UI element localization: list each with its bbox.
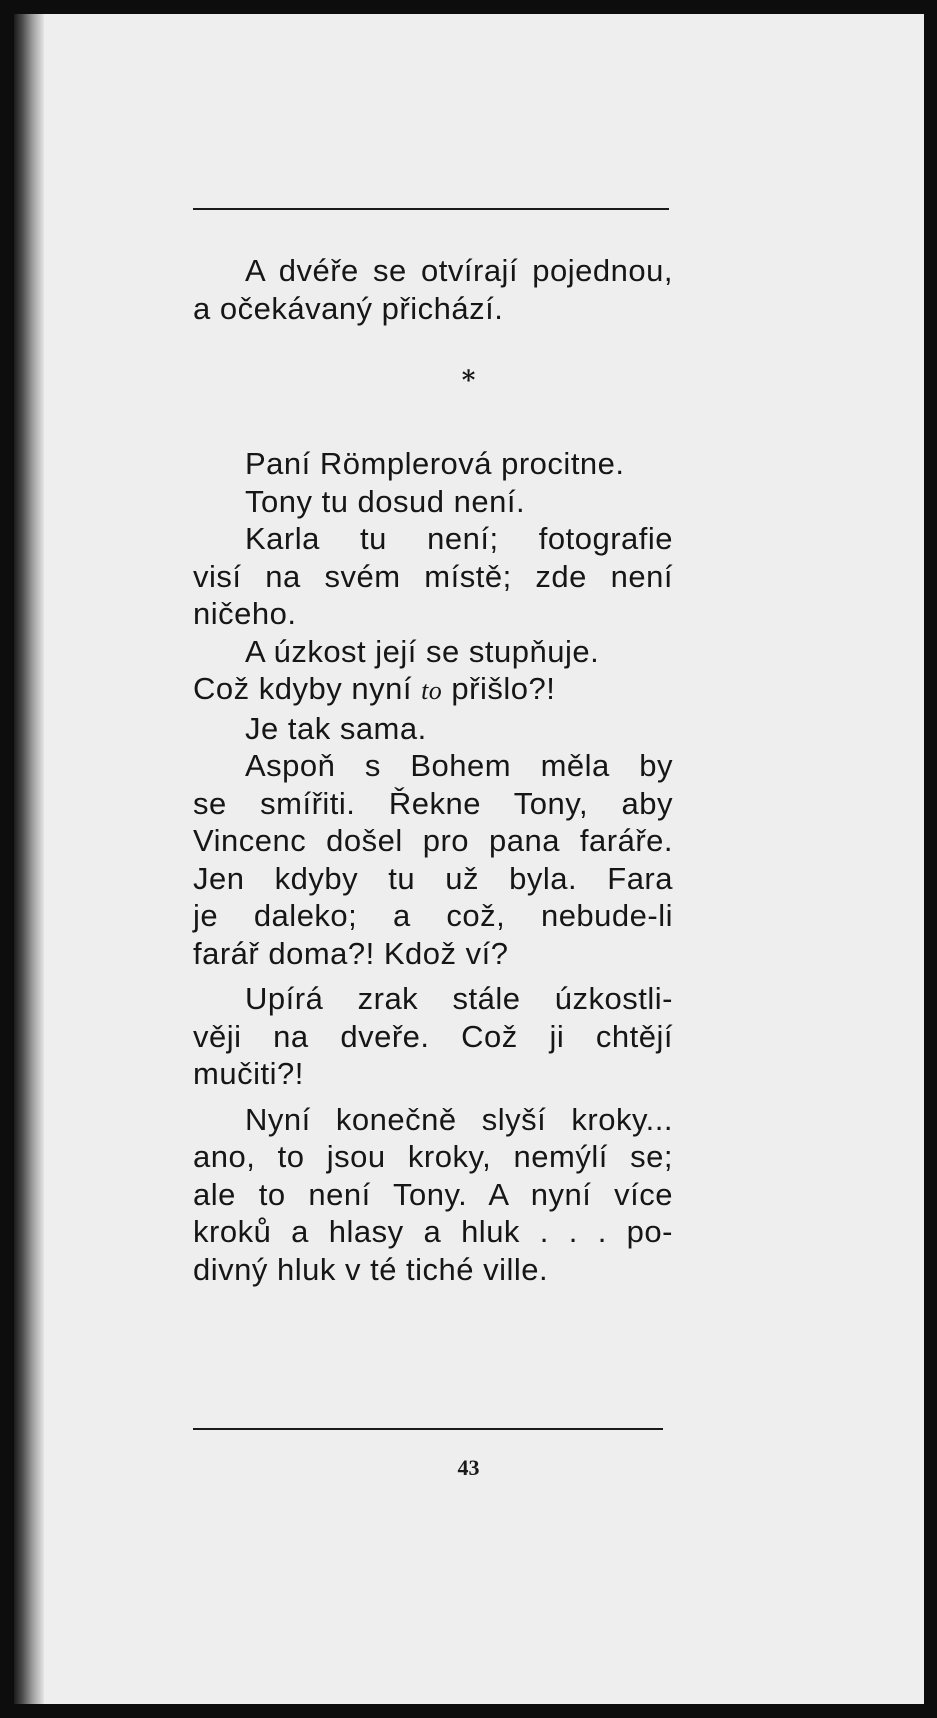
text-line: Tony tu dosud není. — [245, 483, 526, 519]
text-line: Vincenc došel pro pana faráře. — [193, 823, 673, 858]
text-line: věji na dveře. Což ji chtějí — [193, 1018, 673, 1054]
text-line: je daleko; a což, nebude-li — [193, 898, 673, 933]
text-line: Upírá zrak stále úzkostli- — [245, 981, 673, 1016]
top-rule — [193, 208, 669, 210]
emphasized-word: to — [421, 676, 443, 705]
text-line: mučiti?! — [193, 1056, 304, 1091]
text-line: a očekávaný přichází. — [193, 290, 504, 326]
bottom-rule — [193, 1428, 663, 1430]
text-line: A úzkost její se stupňuje. — [245, 633, 600, 669]
text-line: Je tak sama. — [245, 710, 427, 746]
text-line: A dvéře se otvírají pojednou, — [245, 253, 673, 288]
section-separator: * — [461, 366, 476, 396]
text-line: Karla tu není; fotografie — [245, 521, 673, 556]
text-line: ano, to jsou kroky, nemýlí se; — [193, 1139, 673, 1174]
text-line: ale to není Tony. A nyní více — [193, 1176, 673, 1212]
text-line: Jen kdyby tu už byla. Fara — [193, 860, 673, 896]
text-line: divný hluk v té tiché ville. — [193, 1251, 549, 1287]
body-text — [193, 445, 673, 1288]
text-line: Což kdyby nyní to přišlo?! — [193, 671, 556, 706]
text-line: se smířiti. Řekne Tony, aby — [193, 785, 673, 821]
text-line: kroků a hlasy a hluk . . . po- — [193, 1214, 673, 1249]
text-line: visí na svém místě; zde není — [193, 558, 673, 594]
text-line: Aspoň s Bohem měla by — [245, 748, 673, 783]
book-binding-edge — [14, 14, 44, 1704]
opening-lines — [193, 252, 673, 327]
text-line: Nyní konečně slyší kroky... — [245, 1101, 673, 1137]
text-line: Paní Römplerová procitne. — [245, 446, 625, 481]
page-number: 43 — [457, 1455, 480, 1480]
text-line: farář doma?! Kdož ví? — [193, 935, 509, 971]
text-line: ničeho. — [193, 596, 297, 631]
